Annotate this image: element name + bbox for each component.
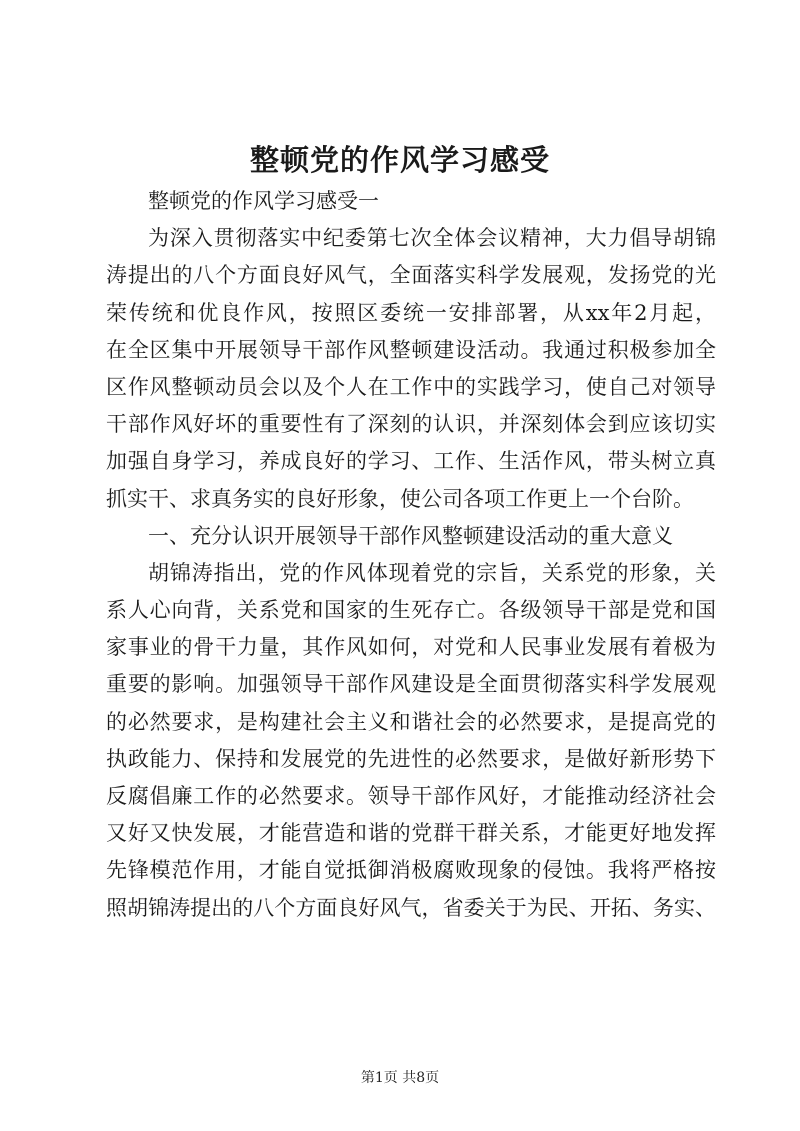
document-body [106, 183, 716, 927]
text-line: 反腐倡廉工作的必然要求。领导干部作风好，才能推动经济社会 [106, 784, 716, 808]
text-line: 一、充分认识开展领导干部作风整顿建设活动的重大意义 [148, 523, 673, 548]
text-line: 先锋模范作用，才能自觉抵御消极腐败现象的侵蚀。我将严格按 [106, 858, 716, 883]
text-line: 干部作风好坏的重要性有了深刻的认识，并深刻体会到应该切实 [106, 412, 716, 437]
page-footer: 第1页 共8页 [360, 1070, 440, 1086]
text-line: 在全区集中开展领导干部作风整顿建设活动。我通过积极参加全 [106, 337, 716, 362]
text-line: 整顿党的作风学习感受一 [148, 189, 379, 213]
text-line: 的必然要求，是构建社会主义和谐社会的必然要求，是提高党的 [106, 709, 716, 734]
text-line: 为深入贯彻落实中纪委第七次全体会议精神，大力倡导胡锦 [148, 226, 716, 251]
text-line: 家事业的骨干力量，其作风如何，对党和人民事业发展有着极为 [106, 635, 716, 660]
document-title: 整顿党的作风学习感受 [249, 143, 550, 177]
text-line: 胡锦涛指出，党的作风体现着党的宗旨，关系党的形象，关 [148, 560, 716, 585]
text-line: 执政能力、保持和发展党的先进性的必然要求，是做好新形势下 [106, 746, 716, 771]
text-line: 又好又快发展，才能营造和谐的党群干群关系，才能更好地发挥 [106, 821, 716, 846]
text-line: 重要的影响。加强领导干部作风建设是全面贯彻落实科学发展观 [106, 672, 716, 697]
text-line: 涛提出的八个方面良好风气，全面落实科学发展观，发扬党的光 [106, 263, 716, 288]
text-line: 荣传统和优良作风，按照区委统一安排部署，从xx年2月起， [106, 300, 716, 325]
text-line: 系人心向背，关系党和国家的生死存亡。各级领导干部是党和国 [106, 598, 716, 623]
text-line: 区作风整顿动员会以及个人在工作中的实践学习，使自己对领导 [106, 374, 716, 399]
text-line: 加强自身学习，养成良好的学习、工作、生活作风，带头树立真 [106, 449, 716, 474]
text-line: 抓实干、求真务实的良好形象，使公司各项工作更上一个台阶。 [106, 486, 694, 511]
text-line: 照胡锦涛提出的八个方面良好风气，省委关于为民、开拓、务实、 [106, 895, 716, 920]
